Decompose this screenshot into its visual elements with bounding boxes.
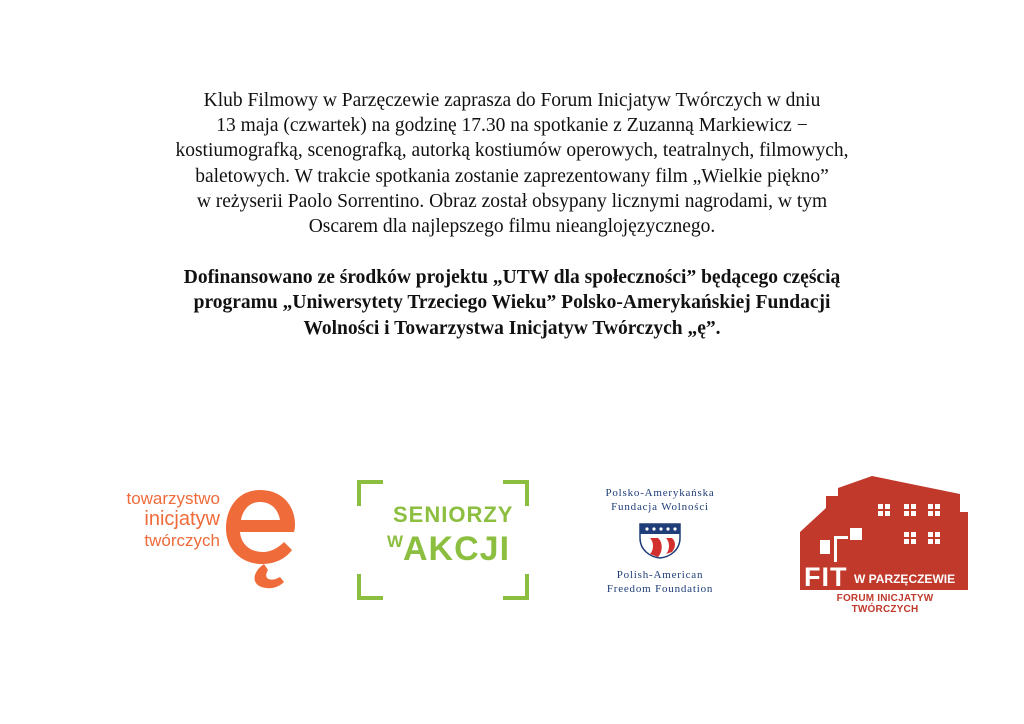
- fit-title: FIT: [804, 562, 848, 592]
- fit-caption: FORUM INICJATYW TWÓRCZYCH: [836, 593, 934, 615]
- towarzystwo-line2: inicjatyw: [144, 508, 220, 530]
- pafw-english-name: [585, 568, 735, 596]
- announcement-line: kostiumografką, scenografką, autorką kostiumów operowych, teatralnych, filmowych,: [175, 140, 849, 162]
- announcement-line: baletowych. W trakcie spotkania zostanie zaprezentowany film „Wielkie piękno”: [195, 165, 829, 187]
- sponsor-logos: [0, 470, 1024, 615]
- funding-line: programu „Uniwersytety Trzeciego Wieku” Polsko-Amerykańskiej Fundacji: [193, 292, 831, 314]
- towarzystwo-line3: twórczych: [144, 531, 220, 550]
- announcement-line: 13 maja (czwartek) na godzinę 17.30 na spotkanie z Zuzanną Markiewicz −: [216, 115, 808, 137]
- pafw-polish-name: [585, 486, 735, 514]
- towarzystwo-logo: [118, 482, 298, 602]
- funding-paragraph: [60, 265, 964, 341]
- towarzystwo-logo-text: [118, 488, 220, 551]
- funding-line: Wolności i Towarzystwa Inicjatyw Twórczych „ę”.: [303, 317, 721, 339]
- fit-parzeczewie-logo: [800, 474, 968, 615]
- e-ogonek-icon: [222, 482, 298, 594]
- akcji-text: AKCJI: [403, 530, 511, 568]
- pafw-pl-line2: Fundacja Wolności: [611, 501, 709, 513]
- seniorzy-w-akcji-logo: [357, 480, 529, 600]
- announcement-line: w reżyserii Paolo Sorrentino. Obraz został obsypany licznymi nagrodami, w tym: [196, 190, 828, 212]
- announcement-line: Oscarem dla najlepszego filmu nieanglojęzycznego.: [308, 216, 716, 238]
- towarzystwo-line1: towarzystwo: [126, 489, 220, 508]
- pafw-en-line1: Polish-American: [616, 569, 704, 581]
- pafw-logo: [585, 480, 735, 605]
- announcement-paragraph: [60, 88, 964, 239]
- pafw-pl-line1: Polsko-Amerykańska: [605, 487, 715, 499]
- text-content: [60, 88, 964, 341]
- funding-line: Dofinansowano ze środków projektu „UTW dla społeczności” będącego częścią: [183, 267, 841, 289]
- fit-subtitle: W PARZĘCZEWIE: [854, 572, 956, 586]
- announcement-line: Klub Filmowy w Parzęczewie zaprasza do Forum Inicjatyw Twórczych w dniu: [203, 90, 821, 111]
- pafw-en-line2: Freedom Foundation: [606, 583, 714, 595]
- seniorzy-text: SENIORZY: [393, 502, 514, 527]
- seniorzy-w-text: W: [387, 532, 404, 551]
- pafw-flag-emblem-icon: [636, 520, 684, 560]
